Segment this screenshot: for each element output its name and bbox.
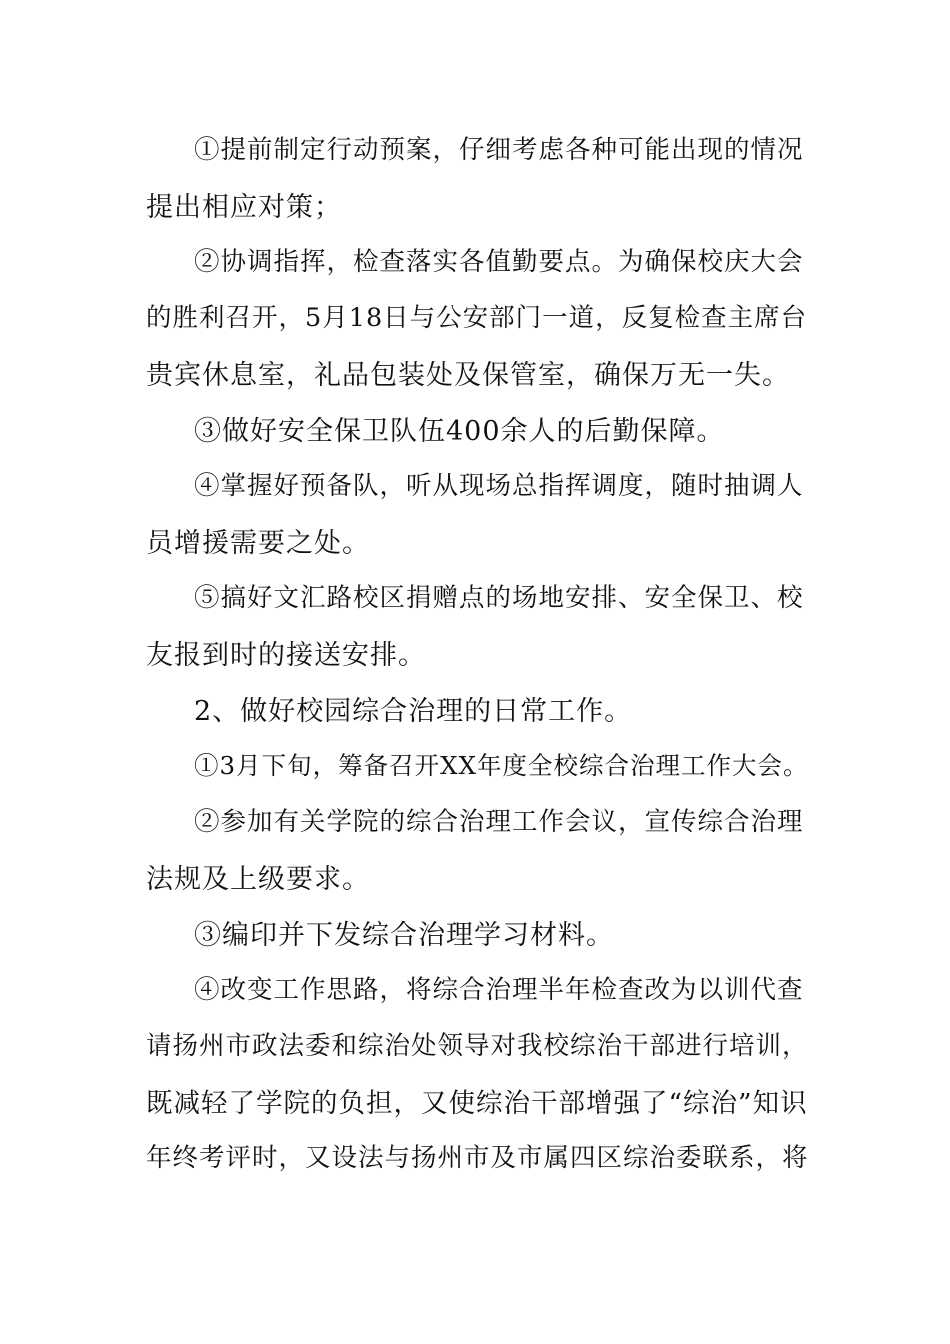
paragraph-line: ④改变工作思路，将综合治理半年检查改为以训代查: [194, 975, 804, 1005]
paragraph-line: ⑤搞好文汇路校区捐赠点的场地安排、安全保卫、校: [194, 583, 804, 613]
paragraph-line: 既减轻了学院的负担，又使综治干部增强了“综治”知识: [146, 1087, 808, 1119]
paragraph-line: ①3月下旬，筹备召开XX年度全校综合治理工作大会。: [194, 750, 809, 780]
paragraph-line: ②参加有关学院的综合治理工作会议，宣传综合治理: [194, 807, 804, 837]
paragraph-line: 员增援需要之处。: [146, 527, 370, 559]
paragraph-line: 请扬州市政法委和综治处领导对我校综治干部进行培训，: [146, 1031, 809, 1061]
paragraph-line: ④掌握好预备队，听从现场总指挥调度，随时抽调人: [194, 471, 804, 501]
paragraph-line: 提出相应对策；: [146, 191, 342, 223]
paragraph-line: 的胜利召开，5月18日与公安部门一道，反复检查主席台: [146, 303, 808, 333]
paragraph-line: 友报到时的接送安排。: [146, 639, 426, 671]
paragraph-line: 2、做好校园综合治理的日常工作。: [194, 695, 633, 727]
paragraph-line: 法规及上级要求。: [146, 863, 370, 895]
document-body: [146, 120, 811, 1184]
paragraph-line: 年终考评时，又设法与扬州市及市属四区综治委联系，将: [146, 1143, 809, 1173]
paragraph-line: ①提前制定行动预案，仔细考虑各种可能出现的情况: [194, 135, 804, 165]
paragraph-line: ③做好安全保卫队伍400余人的后勤保障。: [194, 415, 725, 447]
paragraph-line: ②协调指挥，检查落实各值勤要点。为确保校庆大会: [194, 247, 804, 277]
paragraph-line: 贵宾休息室，礼品包装处及保管室，确保万无一失。: [146, 359, 790, 391]
paragraph-line: ③编印并下发综合治理学习材料。: [194, 919, 614, 951]
